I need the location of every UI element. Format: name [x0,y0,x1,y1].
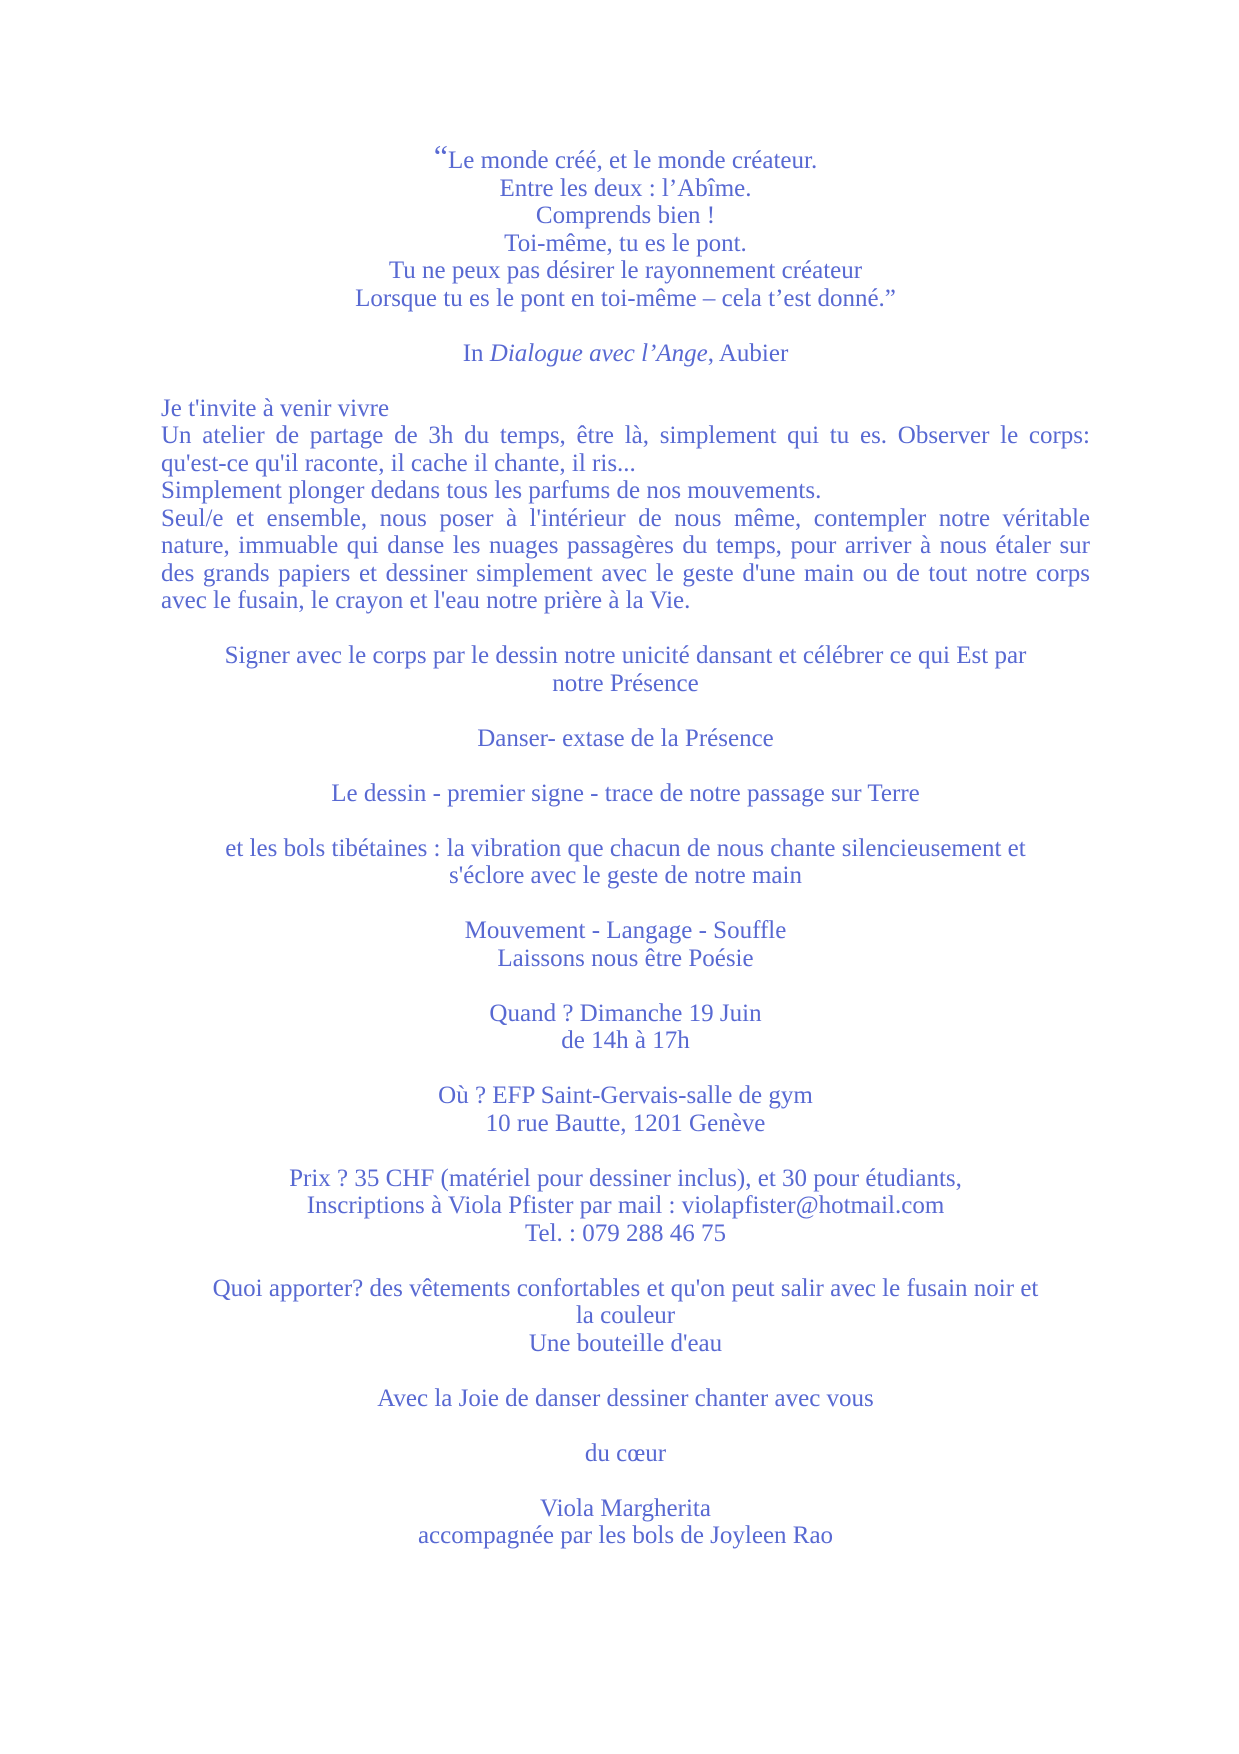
italic: Dialogue avec l’Ange [489,339,708,367]
text-line: Le dessin - premier signe - trace de notre passage sur Terre [331,779,920,807]
text-line: Un atelier de partage de 3h du temps, être là, simplement qui tu es. Observer le corps: qu'est-ce qu'il raconte, il cache il chante, il ris... [161,422,1090,477]
bols-statement [161,835,1090,890]
text-line: la couleur [575,1302,676,1329]
where-details [161,1082,1090,1137]
text-line: et les bols tibétaines : la vibration que chacun de nous chante silencieusement et [225,834,1026,862]
text-line: Tel. : 079 288 46 75 [524,1219,726,1247]
closing-heart [161,1440,1090,1468]
text-line: Mouvement - Langage - Souffle [464,917,787,944]
text-line: Je t'invite à venir vivre [161,394,390,422]
text-line: Entre les deux : l’Abîme. [499,174,752,202]
quote-mark: “ [433,138,448,174]
text-line: Une bouteille d'eau [528,1329,723,1357]
when-details [161,1000,1090,1055]
text-span: , Aubier [707,339,789,367]
text-span: In [462,339,490,367]
text-line: Tu ne peux pas désirer le rayonnement créateur [388,257,863,284]
text-line: Simplement plonger dedans tous les parfums de nos mouvements. [161,477,822,504]
text-line: Viola Margherita [540,1494,711,1522]
danser-statement [161,725,1090,753]
text-line: 10 rue Bautte, 1201 Genève [485,1109,766,1137]
text-line: du cœur [584,1439,667,1467]
text-line: Inscriptions à Viola Pfister par mail : violapfister@hotmail.com [306,1192,945,1219]
text-line: Où ? EFP Saint-Gervais-salle de gym [438,1082,813,1109]
text-line: accompagnée par les bols de Joyleen Rao [417,1522,834,1549]
dessin-statement [161,780,1090,808]
text-line: Signer avec le corps par le dessin notre unicité dansant et célébrer ce qui Est par [224,642,1027,669]
closing-joy [161,1385,1090,1413]
text-line: Prix ? 35 CHF (matériel pour dessiner inclus), et 30 pour étudiants, [289,1164,962,1192]
intro-paragraphs [161,395,1090,615]
text-line: Quand ? Dimanche 19 Juin [489,999,762,1027]
mouvement-statement [161,917,1090,972]
document-body [161,138,1090,1550]
signer-statement [161,642,1090,697]
text-line: Seul/e et ensemble, nous poser à l'intérieur de nous même, contempler notre véritable nature, immuable qui danse les nuages passagères du temps, pour arriver à nous étaler sur des grands papiers et dessiner simplement avec le geste d'une main ou de tout notre corps avec le fusain, le crayon et l'eau notre prière à la Vie. [161,504,1090,614]
text-line: s'éclore avec le geste de notre main [449,862,802,889]
text-line: notre Présence [552,669,699,697]
signature [161,1495,1090,1550]
text-line: Avec la Joie de danser dessiner chanter avec vous [377,1384,874,1412]
text-line: Laissons nous être Poésie [497,944,754,972]
text-line: Toi-même, tu es le pont. [504,229,747,257]
opening-quote [161,138,1090,312]
text-span: Le monde créé, et le monde créateur. [447,147,818,174]
text-line: de 14h à 17h [561,1027,690,1054]
attribution [161,340,1090,368]
text-line [161,138,1090,175]
text-line: Lorsque tu es le pont en toi-même – cela t’est donné.” [355,284,896,312]
text-line [161,340,1090,368]
text-line: Danser- extase de la Présence [477,724,774,752]
text-line: Quoi apporter? des vêtements confortables et qu'on peut salir avec le fusain noir et [212,1274,1039,1302]
what-to-bring [161,1275,1090,1358]
text-line: Comprends bien ! [535,202,716,229]
price-contact-details [161,1165,1090,1248]
